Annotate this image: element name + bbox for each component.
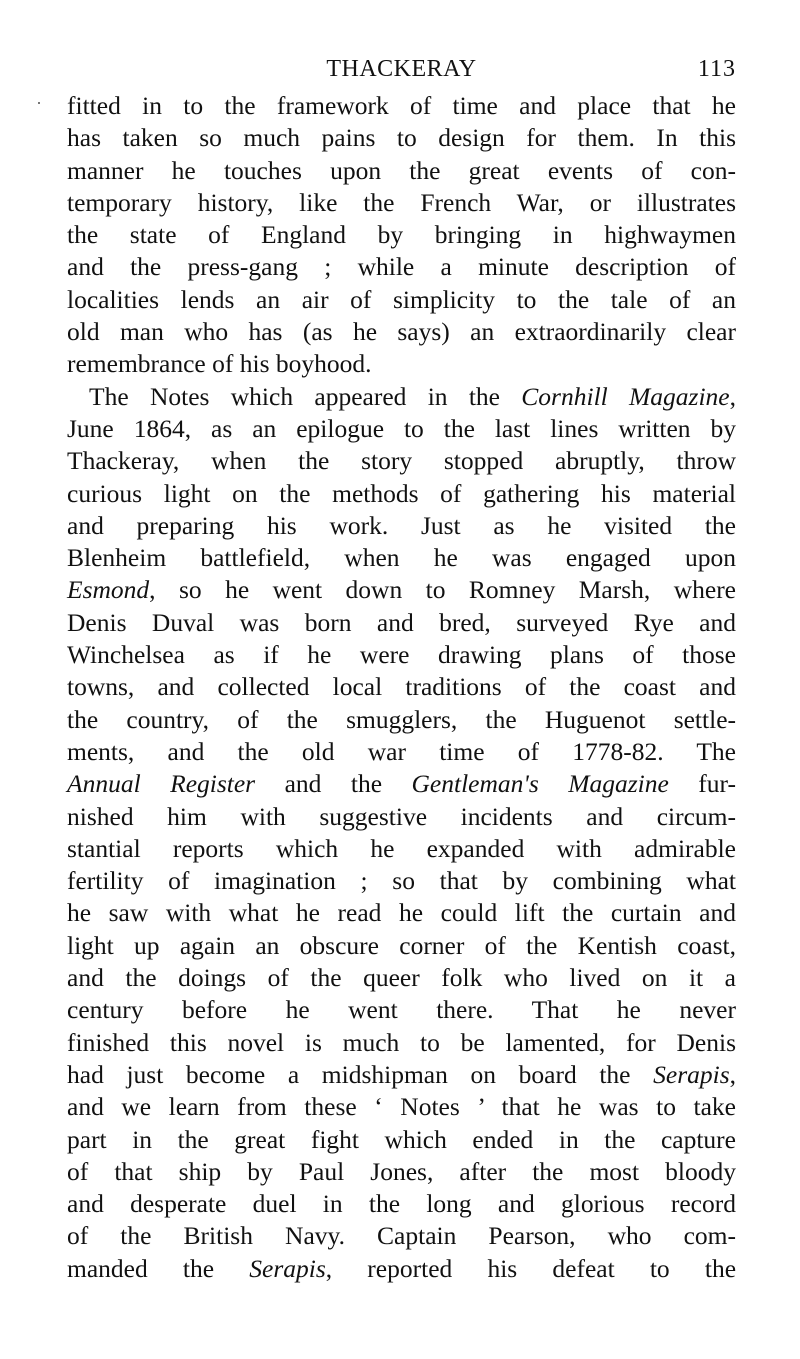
text-line bbox=[67, 607, 736, 639]
text-run: and the press-gang ; while a minute description of bbox=[67, 252, 736, 282]
text-line bbox=[67, 768, 736, 800]
text-run: manded the bbox=[67, 1253, 250, 1283]
text-run: century before he went there. That he never bbox=[67, 995, 736, 1025]
text-line bbox=[67, 736, 736, 768]
running-head bbox=[67, 56, 736, 90]
text-run: finished this novel is much to be lamented, for Denis bbox=[67, 1027, 736, 1057]
text-line bbox=[67, 316, 736, 348]
text-line bbox=[67, 1059, 736, 1091]
text-line bbox=[67, 1124, 736, 1156]
text-run: nished him with suggestive incidents and circum- bbox=[67, 801, 736, 831]
italic-title-text: Serapis bbox=[249, 1253, 326, 1283]
text-run: fertility of imagination ; so that by combining what bbox=[67, 866, 736, 896]
text-run: , reported his defeat to the bbox=[325, 1253, 737, 1283]
text-run: he saw with what he read he could lift the curtain and bbox=[67, 898, 736, 928]
text-line bbox=[67, 1091, 736, 1123]
text-run: old man who has (as he says) an extraordinarily clear bbox=[67, 317, 736, 347]
text-run: fitted in to the framework of time and place that he bbox=[67, 91, 736, 120]
text-run: temporary history, like the French War, or illustrates bbox=[67, 187, 736, 217]
text-line bbox=[67, 833, 736, 865]
text-run: manner he touches upon the great events of con- bbox=[67, 155, 736, 185]
text-line bbox=[67, 671, 736, 703]
text-line bbox=[67, 478, 736, 510]
text-line bbox=[67, 122, 736, 154]
text-line bbox=[67, 574, 736, 606]
running-title: THACKERAY bbox=[326, 56, 477, 82]
text-run: localities lends an air of simplicity to the tale of an bbox=[67, 284, 736, 314]
text-line bbox=[67, 219, 736, 251]
text-run: Blenheim battlefield, when he was engaged upon bbox=[67, 543, 736, 573]
text-run: The Notes which appeared in the bbox=[89, 381, 522, 411]
text-run: of the British Navy. Captain Pearson, who com- bbox=[67, 1221, 736, 1251]
text-run: towns, and collected local traditions of the coast and bbox=[67, 672, 736, 702]
text-line bbox=[67, 445, 736, 477]
text-line bbox=[67, 251, 736, 283]
italic-title-text: Esmond bbox=[67, 575, 150, 605]
text-line bbox=[67, 510, 736, 542]
text-line bbox=[67, 1253, 736, 1285]
text-line bbox=[67, 1027, 736, 1059]
text-line bbox=[67, 1156, 736, 1188]
scan-speck bbox=[38, 102, 40, 104]
text-run: curious light on the methods of gathering his material bbox=[67, 478, 736, 508]
text-run: has taken so much pains to design for them. In this bbox=[67, 123, 736, 153]
text-run: stantial reports which he expanded with admirable bbox=[67, 833, 736, 863]
text-run: and the doings of the queer folk who lived on it a bbox=[67, 963, 736, 993]
text-line bbox=[67, 1188, 736, 1220]
text-run: part in the great fight which ended in the capture bbox=[67, 1124, 736, 1154]
text-run: Winchelsea as if he were drawing plans of those bbox=[67, 640, 736, 670]
text-line bbox=[67, 155, 736, 187]
text-line bbox=[67, 187, 736, 219]
text-run: Thackeray, when the story stopped abruptly, throw bbox=[67, 446, 736, 476]
text-line bbox=[67, 639, 736, 671]
text-line bbox=[67, 994, 736, 1026]
text-run: remembrance of his boyhood. bbox=[67, 349, 372, 379]
text-run: , bbox=[729, 381, 736, 411]
text-run: light up again an obscure corner of the Kentish coast, bbox=[67, 930, 736, 960]
text-run: Denis Duval was born and bred, surveyed Rye and bbox=[67, 607, 736, 637]
text-run: , bbox=[729, 1059, 736, 1089]
text-run: and the bbox=[255, 769, 412, 799]
text-line bbox=[67, 1220, 736, 1252]
text-line bbox=[67, 801, 736, 833]
text-run: had just become a midshipman on board the bbox=[67, 1059, 654, 1089]
text-run: the country, of the smugglers, the Huguenot settle- bbox=[67, 704, 736, 734]
text-line bbox=[67, 542, 736, 574]
page-number: 113 bbox=[697, 56, 736, 82]
text-line bbox=[67, 897, 736, 929]
body-text bbox=[67, 90, 736, 1285]
text-line bbox=[67, 90, 736, 122]
text-run: June 1864, as an epilogue to the last lines written by bbox=[67, 413, 736, 443]
italic-title-text: Serapis bbox=[653, 1059, 730, 1089]
text-run: the state of England by bringing in highwaymen bbox=[67, 220, 736, 250]
text-line bbox=[67, 413, 736, 445]
text-run: and we learn from these ‘ Notes ’ that he was to take bbox=[67, 1092, 736, 1122]
italic-title-text: Annual Register bbox=[67, 769, 256, 799]
text-run: and preparing his work. Just as he visited the bbox=[67, 510, 736, 540]
text-line bbox=[67, 348, 736, 380]
text-line bbox=[67, 284, 736, 316]
text-line bbox=[67, 381, 736, 413]
text-run: fur- bbox=[668, 769, 736, 799]
italic-title-text: Cornhill Magazine bbox=[521, 381, 730, 411]
text-run: , so he went down to Romney Marsh, where bbox=[149, 575, 736, 605]
text-line bbox=[67, 930, 736, 962]
text-run: of that ship by Paul Jones, after the most bloody bbox=[67, 1156, 736, 1186]
text-line bbox=[67, 865, 736, 897]
italic-title-text: Gentleman's Magazine bbox=[411, 769, 669, 799]
text-run: and desperate duel in the long and glorious record bbox=[67, 1189, 736, 1219]
text-run: ments, and the old war time of 1778-82. The bbox=[67, 736, 736, 766]
text-line bbox=[67, 962, 736, 994]
text-line bbox=[67, 704, 736, 736]
